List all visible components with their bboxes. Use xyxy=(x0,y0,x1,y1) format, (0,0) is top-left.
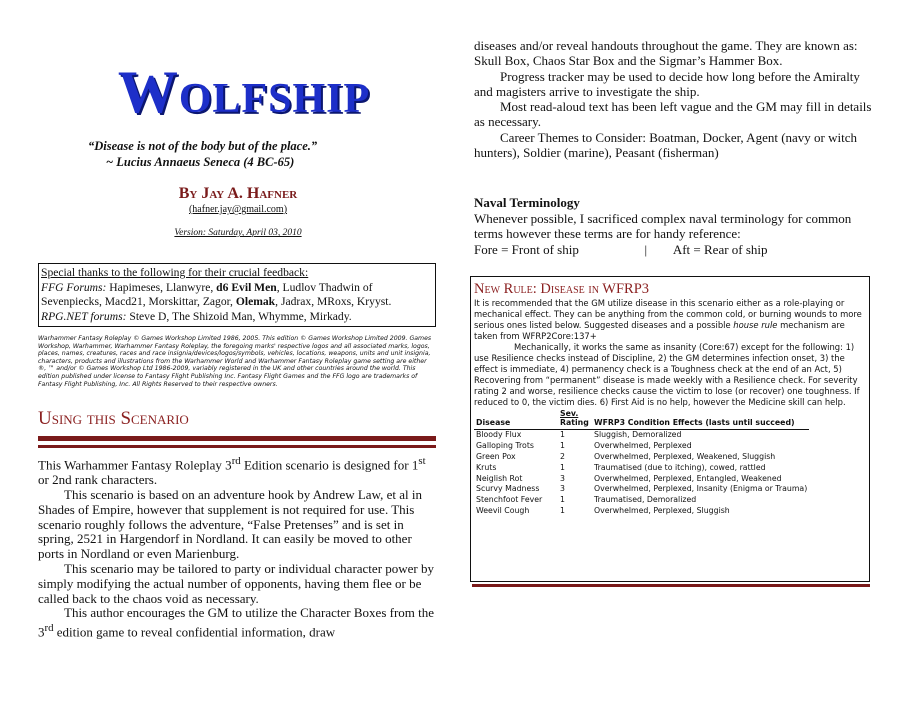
paragraph: This scenario is based on an adventure hook by Andrew Law, et al in Shades of Empire, however that supplement is not required for use. This scenario roughly follows the adventure, “False Pretenses” and is set in spring, 2521 in Hargendorf in Nordland. It can easily be moved to other ports in Nordland or even Marienburg. xyxy=(38,486,423,562)
text-run: This Warhammer Fantasy Roleplay 3 xyxy=(38,457,232,473)
table-row xyxy=(474,441,809,452)
legal-notice: Warhammer Fantasy Roleplay © Games Workshop Limited 1986, 2005. This edition © Games Workshop Limited 2009. Games Workshop, Warhammer, Warhammer Fantasy Roleplay, the foregoing marks' respective logos and all associated marks, logos, places, names, creatures, races and race insignia/devices/logos/symbols, vehicles, locations, weapons, units and unit insignia, characters, products and illustrations from the Warhammer World and Warhammer Fantasy Roleplay game setting are either ®, ™ and/or © Games Workshop Ltd 1986-2009, variably registered in the UK and other countries around the world. This edition published under license to Fantasy Flight Publishing Inc. Fantasy Flight Games and the FFG logo are trademarks of Fantasy Flight Publishing, Inc. All Rights Reserved to their respective owners. xyxy=(38,335,432,388)
naval-intro: Whenever possible, I sacrificed complex naval terminology for common terms however these terms are for handy reference: xyxy=(474,211,852,242)
ffg-forums-label: FFG Forums: xyxy=(41,280,107,294)
table-row xyxy=(474,429,809,440)
ffg-name-bold: d6 Evil Men xyxy=(216,280,277,294)
table-cell-effects: Overwhelmed, Perplexed, Sluggish xyxy=(594,506,730,516)
table-row xyxy=(474,495,809,506)
table-cell-effects: Traumatised (due to itching), cowed, rattled xyxy=(594,462,766,472)
paragraph xyxy=(38,454,436,488)
rpgnet-forums-label: RPG.NET forums: xyxy=(41,309,127,323)
disease-table-body xyxy=(474,429,809,517)
header-effects: WFRP3 Condition Effects (lasts until succeed) xyxy=(592,409,809,429)
table-cell-sev: 2 xyxy=(560,451,565,461)
table-cell-sev: 1 xyxy=(560,462,565,472)
scenario-body xyxy=(38,454,436,640)
table-cell-sev: 1 xyxy=(560,440,565,450)
paragraph: Progress tracker may be used to decide how long before the Amiralty and magisters arrive to investigate the ship. xyxy=(474,68,860,99)
term-separator: | xyxy=(644,241,648,257)
table-header-row xyxy=(474,409,809,429)
ffg-names: , Jadrax, MRoxs, Kryyst. xyxy=(275,295,392,308)
paragraph: diseases and/or reveal handouts throughout the game. They are known as: Skull Box, Chaos Star Box and the Sigmar’s Hammer Box. xyxy=(474,38,858,69)
epigraph-quote xyxy=(88,138,418,170)
table-cell-name: Kruts xyxy=(476,462,497,472)
table-row xyxy=(474,506,809,517)
document-title: Wolfship xyxy=(117,59,371,125)
ffg-names: Hapimeses, Llanwyre, xyxy=(106,280,217,294)
ffg-names: , Ludlov Thadwin of Sevenpiecks, Macd21, Morskittar, Zagor, xyxy=(41,280,373,308)
table-cell-effects: Overwhelmed, Perplexed, Entangled, Weakened xyxy=(594,473,782,483)
author-email: (hafner.jay@gmail.com) xyxy=(188,204,288,215)
version-date: Version: Saturday, April 03, 2010 xyxy=(174,228,302,238)
header-severity xyxy=(558,409,592,429)
header-sev-line1: Sev. xyxy=(560,409,579,418)
table-cell-sev: 3 xyxy=(560,484,565,494)
text-run: or 2nd rank characters. xyxy=(38,472,158,488)
box-bottom-rule xyxy=(472,584,870,587)
table-cell-sev: 1 xyxy=(560,495,565,505)
quote-text: “Disease is not of the body but of the place.” xyxy=(88,139,318,153)
table-cell-name: Green Pox xyxy=(476,451,516,461)
author-byline: By Jay A. Hafner xyxy=(178,185,298,202)
table-cell-effects: Overwhelmed, Perplexed, Insanity (Enigma or Trauma) xyxy=(594,484,808,494)
text-run: It is recommended that the GM utilize disease in this scenario either as a role-playing or mechanical effect. They can be anything from the common cold, or burning wounds to more serious ones listed below. Suggested diseases and a possible xyxy=(474,298,862,330)
ffg-name-bold: Olemak xyxy=(235,295,276,308)
header-disease: Disease xyxy=(474,409,558,429)
rule-title: New Rule: Disease in WFRP3 xyxy=(474,281,650,297)
left-column xyxy=(38,0,438,701)
table-cell-effects: Overwhelmed, Perplexed xyxy=(594,440,692,450)
naval-text xyxy=(474,211,872,257)
table-cell-name: Galloping Trots xyxy=(476,440,534,450)
superscript: rd xyxy=(44,622,54,635)
right-column xyxy=(474,0,874,701)
text-run: edition game to reveal confidential information, draw xyxy=(53,624,336,640)
new-rule-box xyxy=(470,276,870,582)
text-run: Edition scenario is designed for 1 xyxy=(240,457,419,473)
header-sev-line2: Rating xyxy=(560,418,589,427)
text-run: This author encourages the GM to utilize the Character Boxes from the 3 xyxy=(38,605,435,640)
table-cell-name: Scurvy Madness xyxy=(476,484,540,494)
paragraph: Career Themes to Consider: Boatman, Docker, Agent (navy or witch hunters), Soldier (marine), Peasant (fisherman) xyxy=(474,129,858,161)
table-cell-effects: Overwhelmed, Perplexed, Weakened, Sluggish xyxy=(594,451,776,461)
text-run: house rule xyxy=(733,320,778,330)
superscript: rd xyxy=(231,455,241,467)
section-rule-top xyxy=(38,436,436,441)
rpgnet-names: Steve D, The Shizoid Man, Whymme, Mirkady. xyxy=(126,309,352,323)
right-body xyxy=(474,38,872,160)
table-row xyxy=(474,463,809,474)
thanks-box xyxy=(38,263,436,327)
table-row xyxy=(474,452,809,463)
rule-text xyxy=(474,298,866,408)
quote-attribution: ~ Lucius Annaeus Seneca (4 BC-65) xyxy=(106,155,295,169)
table-cell-sev: 1 xyxy=(560,429,565,439)
section-heading: Using this Scenario xyxy=(38,408,189,429)
disease-table xyxy=(474,409,809,517)
table-cell-effects: Traumatised, Demoralized xyxy=(594,495,697,505)
paragraph: This scenario may be tailored to party or individual character power by simply modifying the actual number of opponents, having them flee or be called back to the chaos void as necessary. xyxy=(38,560,435,606)
aft-definition: Aft = Rear of ship xyxy=(672,241,768,257)
naval-heading: Naval Terminology xyxy=(474,195,580,210)
table-cell-sev: 3 xyxy=(560,473,565,483)
text-run: mechanism are taken from WFRP2Core:137+ xyxy=(474,320,845,341)
paragraph xyxy=(474,298,866,342)
table-cell-name: Bloody Flux xyxy=(476,429,522,439)
table-row xyxy=(474,484,809,495)
thanks-heading: Special thanks to the following for their crucial feedback: xyxy=(41,266,309,279)
section-rule-bottom xyxy=(38,445,436,448)
table-cell-name: Weevil Cough xyxy=(476,506,530,516)
superscript: st xyxy=(418,455,426,467)
fore-definition: Fore = Front of ship xyxy=(474,241,579,257)
paragraph: Most read-aloud text has been left vague and the GM may fill in details as necessary. xyxy=(474,99,872,130)
paragraph: Mechanically, it works the same as insanity (Core:67) except for the following: 1) use Resilience checks instead of Discipline, 2) the GM determines infection onset, 3) the effect is immediate, 4) permanency check is a Toughness check at the end of an Act, 5) Recovering from “permanent” disease is made weekly with a Resilience check. For severity rating 2 and worse, resilience checks cause the victim to lose (or recover) one toughness. If reduced to 0, the victim dies. 6) First Aid is no help, however the Medicine skill can help. xyxy=(474,342,860,407)
paragraph xyxy=(38,606,436,640)
table-cell-effects: Sluggish, Demoralized xyxy=(594,429,682,439)
table-cell-name: Neiglish Rot xyxy=(476,473,523,483)
table-cell-sev: 1 xyxy=(560,506,565,516)
table-row xyxy=(474,474,809,485)
table-cell-name: Stenchfoot Fever xyxy=(476,495,543,505)
